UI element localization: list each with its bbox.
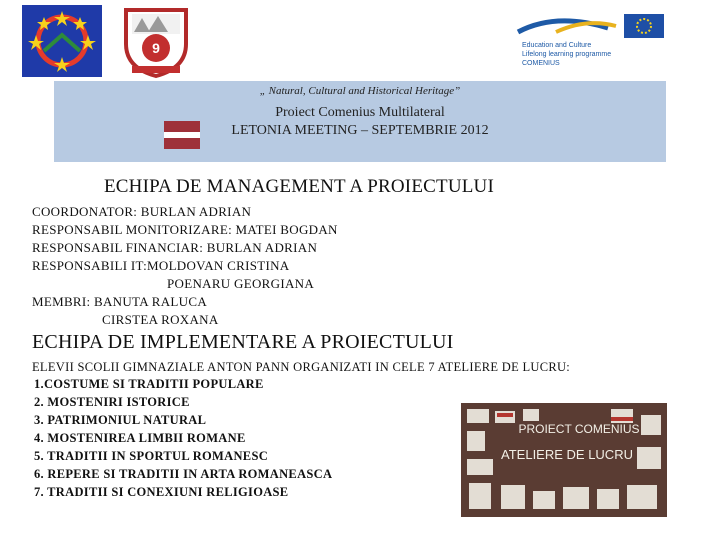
row-label: RESPONSABIL FINANCIAR	[32, 240, 200, 255]
school-crest-logo	[118, 4, 194, 80]
workshop-board-photo	[461, 403, 667, 517]
svg-text:9: 9	[152, 40, 160, 56]
management-row	[102, 312, 219, 328]
row-label: COORDONATOR	[32, 204, 134, 219]
management-row	[32, 258, 289, 274]
row-value: :MOLDOVAN CRISTINA	[143, 258, 290, 273]
stars-wreath-icon	[22, 5, 102, 77]
llp-line-1: Education and Culture	[522, 42, 592, 49]
photo-caption-bottom: ATELIERE DE LUCRU	[501, 447, 633, 462]
management-row	[32, 222, 338, 238]
title-banner	[54, 81, 666, 162]
banner-tagline: „ Natural, Cultural and Historical Heritage”	[259, 85, 461, 97]
management-row	[32, 240, 317, 256]
workshop-item: 7. TRADITII SI CONEXIUNI RELIGIOASE	[34, 485, 289, 499]
banner-project: Proiect Comenius Multilateral	[275, 105, 445, 120]
llp-comenius-logo	[516, 10, 666, 74]
eu-flag-icon	[516, 10, 666, 40]
banner-meeting: LETONIA MEETING – SEPTEMBRIE 2012	[231, 123, 489, 138]
workshop-item: 4. MOSTENIREA LIMBII ROMANE	[34, 431, 246, 445]
row-value: BANUTA RALUCA	[90, 294, 208, 309]
row-label: RESPONSABIL MONITORIZARE	[32, 222, 229, 237]
row-label: RESPONSABILI IT	[32, 258, 144, 273]
photo-caption-top: PROIECT COMENIUS	[518, 422, 640, 436]
euro-partnership-logo	[22, 5, 102, 77]
crest-icon	[118, 4, 194, 80]
row-value: POENARU GEORGIANA	[167, 276, 315, 291]
row-value: CIRSTEA ROXANA	[102, 312, 219, 327]
llp-caption	[522, 41, 666, 68]
latvia-flag-icon	[164, 121, 200, 149]
implementation-intro: ELEVII SCOLII GIMNAZIALE ANTON PANN ORGANIZATI IN CELE 7 ATELIERE DE LUCRU:	[32, 360, 571, 374]
workshop-item: 2. MOSTENIRI ISTORICE	[34, 395, 190, 409]
workshop-item: 3. PATRIMONIUL NATURAL	[34, 413, 207, 427]
workshop-item: 6. REPERE SI TRADITII IN ARTA ROMANEASCA	[34, 467, 333, 481]
llp-line-3: COMENIUS	[522, 60, 560, 67]
row-label: MEMBRI:	[32, 294, 91, 309]
management-row	[167, 276, 314, 292]
management-row	[32, 204, 251, 220]
workshop-item: 1.COSTUME SI TRADITII POPULARE	[34, 377, 264, 391]
row-value: : BURLAN ADRIAN	[199, 240, 318, 255]
workshop-item: 5. TRADITII IN SPORTUL ROMANESC	[34, 449, 269, 463]
management-title: ECHIPA DE MANAGEMENT A PROIECTULUI	[104, 176, 494, 197]
implementation-title: ECHIPA DE IMPLEMENTARE A PROIECTULUI	[32, 331, 454, 353]
llp-line-2: Lifelong learning programme	[522, 51, 612, 58]
row-value: : MATEI BOGDAN	[228, 222, 338, 237]
management-row	[32, 294, 207, 310]
board-image-icon	[461, 403, 667, 517]
row-value: : BURLAN ADRIAN	[133, 204, 252, 219]
